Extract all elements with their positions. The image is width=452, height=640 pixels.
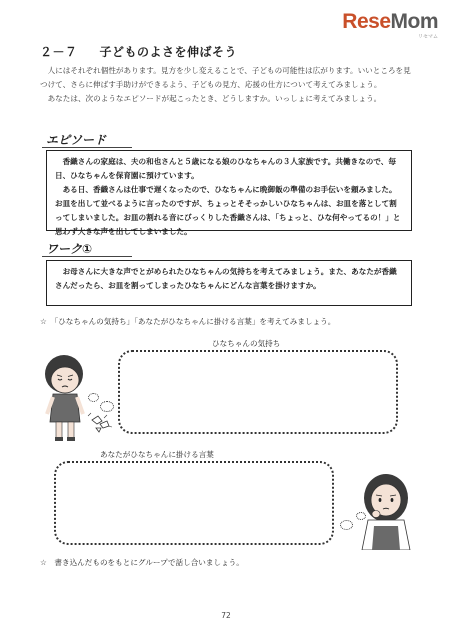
work-box	[46, 260, 412, 306]
episode-paragraph: ある日、香織さんは仕事で遅くなったので、ひなちゃんに晩御飯の準備のお手伝いを頼みました。お皿を出して並べるように言ったのですが、ちょっとそそっかしいひなちゃんは、お皿を落として割ってしまいました。お皿の割れる音にびっくりした香織さんは、「ちょっと、ひな何やってるの！」と思わず大きな声を出してしまいました。	[55, 185, 401, 236]
instruction-text: ☆ 「ひなちゃんの気持ち」「あなたがひなちゃんに掛ける言葉」を考えてみましょう。	[40, 317, 336, 326]
hina-feelings-answer-box[interactable]	[118, 350, 398, 434]
intro-paragraph: あなたは、次のようなエピソードが起こったとき、どうしますか。いっしょに考えてみましょう。	[47, 94, 382, 104]
work-heading-underline	[42, 256, 132, 257]
words-to-hina-answer-box[interactable]	[54, 461, 334, 545]
section-title-text: 子どものよさを伸ばそう	[99, 45, 238, 59]
work-heading: ワーク①	[46, 242, 93, 256]
work-text: お母さんに大きな声でとがめられたひなちゃんの気持ちを考えてみましょう。また、あなたが香織さんだったら、お皿を割ってしまったひなちゃんにどんな言葉を掛けますか。	[55, 267, 397, 290]
logo-prefix: Rese	[342, 10, 391, 33]
bubble2-label: あなたがひなちゃんに掛ける言葉	[100, 450, 214, 459]
episode-box	[46, 150, 412, 236]
hina-sad-illustration	[36, 352, 116, 444]
mother-worried-illustration	[350, 470, 422, 550]
logo-ruby: リセマム	[418, 34, 438, 40]
group-discussion-note: ☆ 書き込んだものをもとにグループで話し合いましょう。	[40, 558, 244, 567]
section-title	[40, 43, 237, 60]
logo-suffix: Mom	[390, 10, 438, 33]
section-number: ２－７	[40, 45, 78, 59]
intro-paragraph: 人にはそれぞれ個性があります。見方を少し変えることで、子どもの可能性は広がります。いいところを見つけて、さらに伸ばす手助けができるよう、子どもの見方、応援の仕方について考えてみましょう。	[40, 66, 411, 90]
page-number: 72	[221, 611, 231, 620]
resemom-logo	[342, 10, 438, 34]
intro-text	[40, 64, 416, 107]
episode-heading: エピソード	[46, 133, 107, 147]
episode-heading-underline	[42, 147, 132, 148]
episode-paragraph: 香織さんの家庭は、夫の和也さんと５歳になる娘のひなちゃんの３人家族です。共働きなので、毎日、ひなちゃんを保育園に預けています。	[55, 157, 396, 180]
bubble1-label: ひなちゃんの気持ち	[212, 339, 281, 348]
